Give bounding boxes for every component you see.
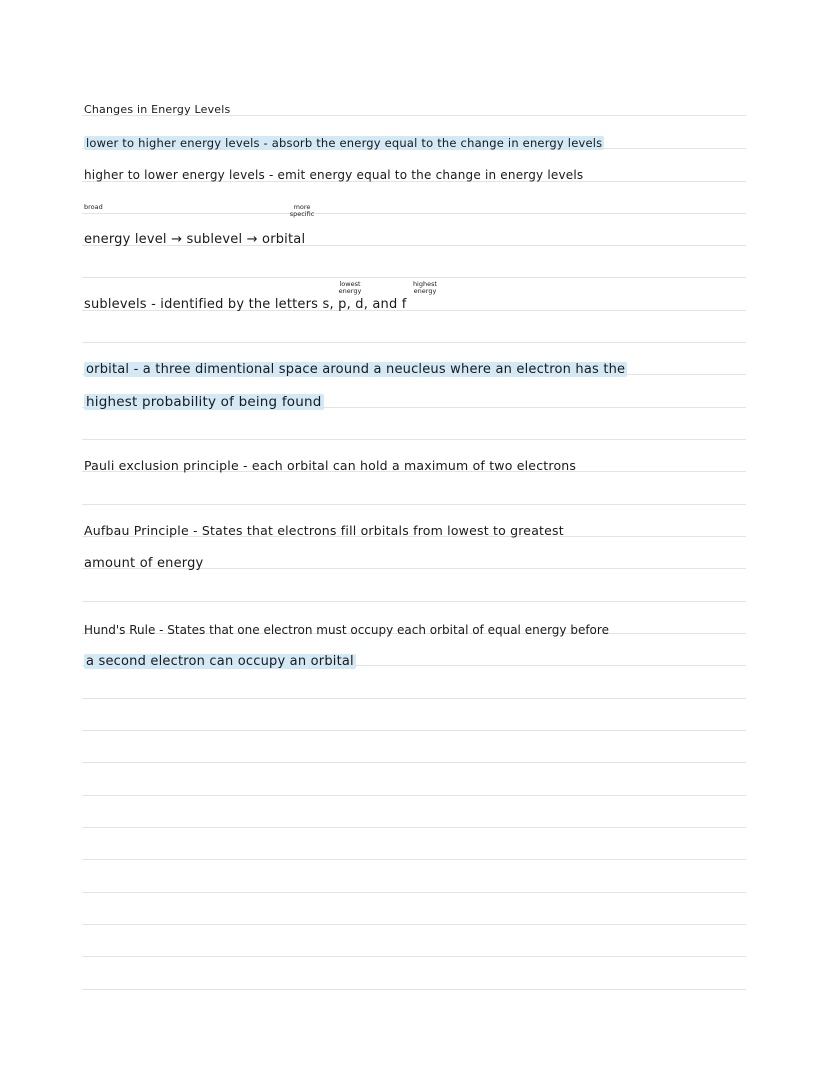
highlighted-text: a second electron can occupy an orbital — [86, 654, 354, 669]
note-line: amount of energy — [84, 556, 204, 571]
rule-line — [82, 924, 746, 925]
annotation-highest-energy: highest energy — [412, 280, 438, 295]
highlighted-text: orbital - a three dimentional space around a neucleus where an electron has the — [86, 362, 626, 377]
note-line: Hund's Rule - States that one electron must occupy each orbital of equal energy before — [84, 623, 609, 637]
rule-line — [82, 439, 746, 440]
rule-line — [82, 342, 746, 343]
rule-line — [82, 956, 746, 957]
rule-line — [82, 730, 746, 731]
note-line: energy level → sublevel → orbital — [84, 232, 306, 247]
annotation-lowest-energy: lowest energy — [338, 280, 362, 295]
rule-line — [82, 601, 746, 602]
note-line: higher to lower energy levels - emit energy equal to the change in energy levels — [84, 168, 584, 182]
rule-line — [82, 795, 746, 796]
highlighted-text: highest probability of being found — [86, 394, 322, 410]
annotation-broad: broad — [84, 203, 103, 211]
note-line: Aufbau Principle - States that electrons fill orbitals from lowest to greatest — [84, 523, 564, 538]
annotation-more-specific: more specific — [289, 203, 315, 218]
rule-line — [82, 892, 746, 893]
rule-line — [82, 989, 746, 990]
rule-line — [82, 504, 746, 505]
note-line: Pauli exclusion principle - each orbital can hold a maximum of two electrons — [84, 458, 577, 473]
rule-line — [82, 859, 746, 860]
notes-title: Changes in Energy Levels — [84, 103, 231, 116]
rule-line — [82, 827, 746, 828]
note-line — [84, 394, 324, 410]
rule-line — [82, 277, 746, 278]
note-line — [84, 654, 356, 670]
highlighted-text: lower to higher energy levels - absorb the energy equal to the change in energy levels — [86, 136, 603, 150]
note-line — [84, 135, 604, 151]
note-line — [84, 362, 627, 378]
rule-line — [82, 762, 746, 763]
note-line: sublevels - identified by the letters s, p, d, and f — [84, 297, 407, 312]
rule-line — [82, 698, 746, 699]
rule-line — [82, 213, 746, 214]
